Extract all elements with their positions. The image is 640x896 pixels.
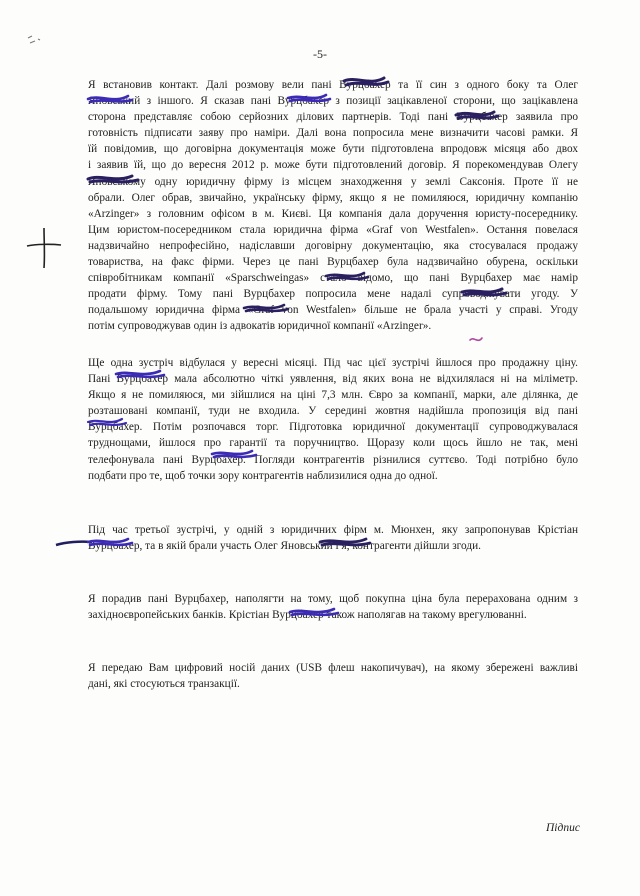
paragraph-4 <box>88 591 578 623</box>
text-line: співробітникам компанії «Sparschweingas» стало відомо, що пані Вурцбахер має намір <box>88 272 578 285</box>
text-line: Вурцбахер, та в якій брали участь Олег Яновський і я, контрагенти дійшли згоди. <box>88 540 481 553</box>
paragraph-2 <box>88 355 578 484</box>
text-line: Я передаю Вам цифровий носій даних (USB флеш накопичувач), на якому збережені важливі <box>88 662 578 674</box>
text-line: Якщо я не помиляюся, ми зійшлися на ціні 7,3 млн. Євро за компанії, марки, але ділянка, де <box>88 389 578 402</box>
margin-cross-mark <box>24 226 64 270</box>
text-line: Я встановив контакт. Далі розмову вели пані Вурцбахер та її син з одного боку та Олег <box>88 79 578 91</box>
paragraph-1 <box>88 77 578 335</box>
text-line: західноєвропейських банків. Крістіан Вурцбахер також наполягав на такому врегулюванні. <box>88 609 527 622</box>
text-line: телефонувала пані Вурцбахер. Погляди контрагентів різнилися суттєво. Тоді потрібно було <box>88 453 578 466</box>
paragraph-5 <box>88 660 578 692</box>
text-line: подбати про те, щоб точки зору контрагентів наблизилися одна до одної. <box>88 469 438 482</box>
text-line: подальшому юридична фірма «Graf von Westfalen» більше не брала участі у справі. Угоду <box>88 304 578 317</box>
text-line: труднощами, йшлося про гарантії та поручництво. Щоразу коли щось йшло не так, мені <box>88 437 578 450</box>
text-line: Вурцбахер. Потім розпочався торг. Підготовка юридичної документації супроводжувалася <box>88 421 578 434</box>
text-line: Пані Вурцбахер мала абсолютно чіткі уявлення, від яких вона не відхилялася ні на міліметр. <box>88 373 578 386</box>
text-line: Яновському одну юридичну фірму із місцем знаходження у землі Саксонія. Проте її не <box>88 175 578 188</box>
text-line: Яновський з іншого. Я сказав пані Вурцбахер з позиції зацікавленої сторони, що зацікавлена <box>88 95 578 108</box>
text-line: товариства, на факс фірми. Через це пані Вурцбахер була надзвичайно обурена, оскільки <box>88 256 578 269</box>
page-number: -5- <box>313 47 327 61</box>
text-line: сторона представляє собою серйозних ділових партнерів. Тоді пані Вурцбахер заявила про <box>88 111 578 124</box>
text-line: і заявив їй, що до вересня 2012 р. може бути підготовлений договір. Я порекомендував Олегу <box>88 159 578 172</box>
text-line: їй повідомив, що договірна документація може бути підготовлена впродовж місяця або двох <box>88 143 578 156</box>
text-line: Ще одна зустріч відбулася у вересні місяці. Під час цієї зустрічі йшлося про продажну ціну. <box>88 357 578 369</box>
text-line: обрали. Олег обрав, звичайно, українську фірму, якщо я не помиляюся, юридичну компанію <box>88 191 578 204</box>
paragraph-3 <box>88 522 578 554</box>
text-line: дані, які стосуються транзакції. <box>88 678 240 691</box>
signature-label: Підпис <box>546 822 580 834</box>
text-line: потім супроводжував один із адвокатів юридичної компанії «Arzinger». <box>88 320 432 333</box>
text-line: готовність підписати заяву про наміри. Далі вона попросила мене визначити часові рамки. Я <box>88 127 578 140</box>
text-line: надзвичайно непрофесійно, надіславши договірну документацію, яка стосувалася продажу <box>88 239 578 252</box>
text-line: Цим юристом-посередником стала юридична фірма «Graf von Westfalen». Остання повелася <box>88 223 578 236</box>
text-line: Під час третьої зустрічі, у одній з юридичних фірм м. Мюнхен, яку запропонував Крістіан <box>88 524 578 536</box>
text-line: розташовані компанії, туди не входила. У середині жовтня надійшла пропозиція від пані <box>88 405 578 418</box>
text-line: «Arzinger» з головним офісом в м. Києві. Ця компанія дала доручення юристу-посереднику. <box>88 207 578 220</box>
corner-mark <box>26 34 46 48</box>
text-line: продати фірму. Тому пані Вурцбахер попросила мене надалі супроводжувати угоду. У <box>88 288 578 301</box>
text-line: Я порадив пані Вурцбахер, наполягти на тому, щоб покупна ціна була перерахована одним з <box>88 593 578 605</box>
